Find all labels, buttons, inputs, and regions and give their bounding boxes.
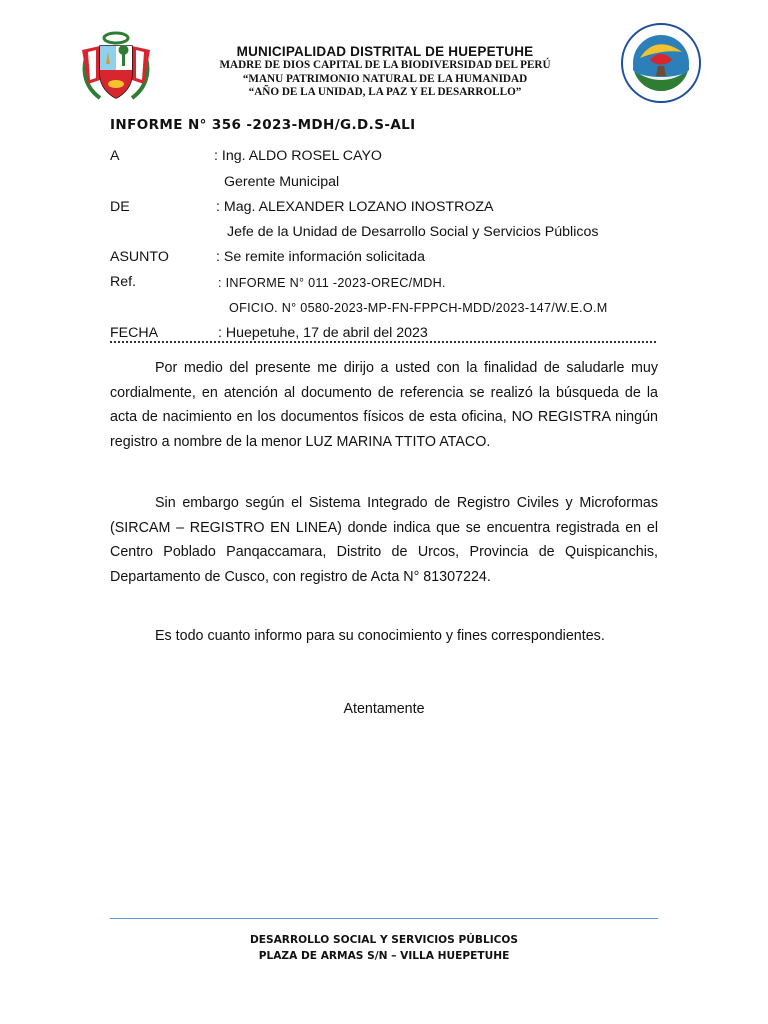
to-value: : Ing. ALDO ROSEL CAYO	[214, 148, 382, 164]
letterhead-text	[160, 44, 610, 100]
ref-value-2: OFICIO. N° 0580-2023-MP-FN-FPPCH-MDD/2023-147/W.E.O.M	[229, 301, 608, 315]
municipality-seal-logo	[620, 22, 702, 104]
body-paragraph-3: Es todo cuanto informo para su conocimiento y fines correspondientes.	[155, 628, 605, 644]
letterhead-line-1: MADRE DE DIOS CAPITAL DE LA BIODIVERSIDAD DEL PERÚ	[219, 59, 551, 71]
ref-label: Ref.	[110, 274, 137, 290]
closing-salutation: Atentamente	[343, 701, 425, 717]
letterhead-line-3: “AÑO DE LA UNIDAD, LA PAZ Y EL DESARROLLO”	[248, 86, 522, 98]
dotted-separator	[110, 341, 656, 343]
peru-coat-of-arms-logo	[78, 28, 154, 104]
report-title: INFORME N° 356 -2023-MDH/G.D.S-ALI	[110, 117, 416, 133]
footer-rule	[110, 918, 658, 919]
body-paragraph-2: Sin embargo según el Sistema Integrado de Registro Civiles y Microformas (SIRCAM – REGISTRO EN LINEA) donde indica que se encuentra registrada en el Centro Poblado Panqaccamara, Distrito de Urcos, Provincia de Quispicanchis, Departamento de Cusco, con registro de Acta N° 81307224.	[110, 495, 658, 585]
to-role: Gerente Municipal	[224, 174, 340, 190]
from-value: : Mag. ALEXANDER LOZANO INOSTROZA	[216, 199, 494, 215]
date-value: : Huepetuhe, 17 de abril del 2023	[218, 325, 428, 341]
footer	[0, 932, 768, 964]
footer-line-2: PLAZA DE ARMAS S/N – VILLA HUEPETUHE	[258, 950, 510, 962]
from-role: Jefe de la Unidad de Desarrollo Social y Servicios Públicos	[227, 224, 599, 240]
footer-line-1: DESARROLLO SOCIAL Y SERVICIOS PÚBLICOS	[249, 934, 519, 946]
from-label: DE	[110, 199, 130, 215]
municipality-name: MUNICIPALIDAD DISTRITAL DE HUEPETUHE	[236, 44, 534, 59]
letterhead	[0, 0, 768, 110]
letterhead-line-2: “MANU PATRIMONIO NATURAL DE LA HUMANIDAD	[242, 72, 528, 85]
ref-value-1: : INFORME N° 011 -2023-OREC/MDH.	[218, 276, 446, 290]
date-label: FECHA	[110, 325, 159, 341]
to-label: A	[110, 148, 120, 164]
subject-label: ASUNTO	[110, 249, 169, 265]
body-paragraph-1: Por medio del presente me dirijo a usted con la finalidad de saludarle muy cordialmente, en atención al documento de referencia se realizó la búsqueda de la acta de nacimiento en los documentos físicos de esta oficina, NO REGISTRA ningún registro a nombre de la menor LUZ MARINA TTITO ATACO.	[110, 360, 658, 450]
subject-value: : Se remite información solicitada	[216, 249, 425, 265]
